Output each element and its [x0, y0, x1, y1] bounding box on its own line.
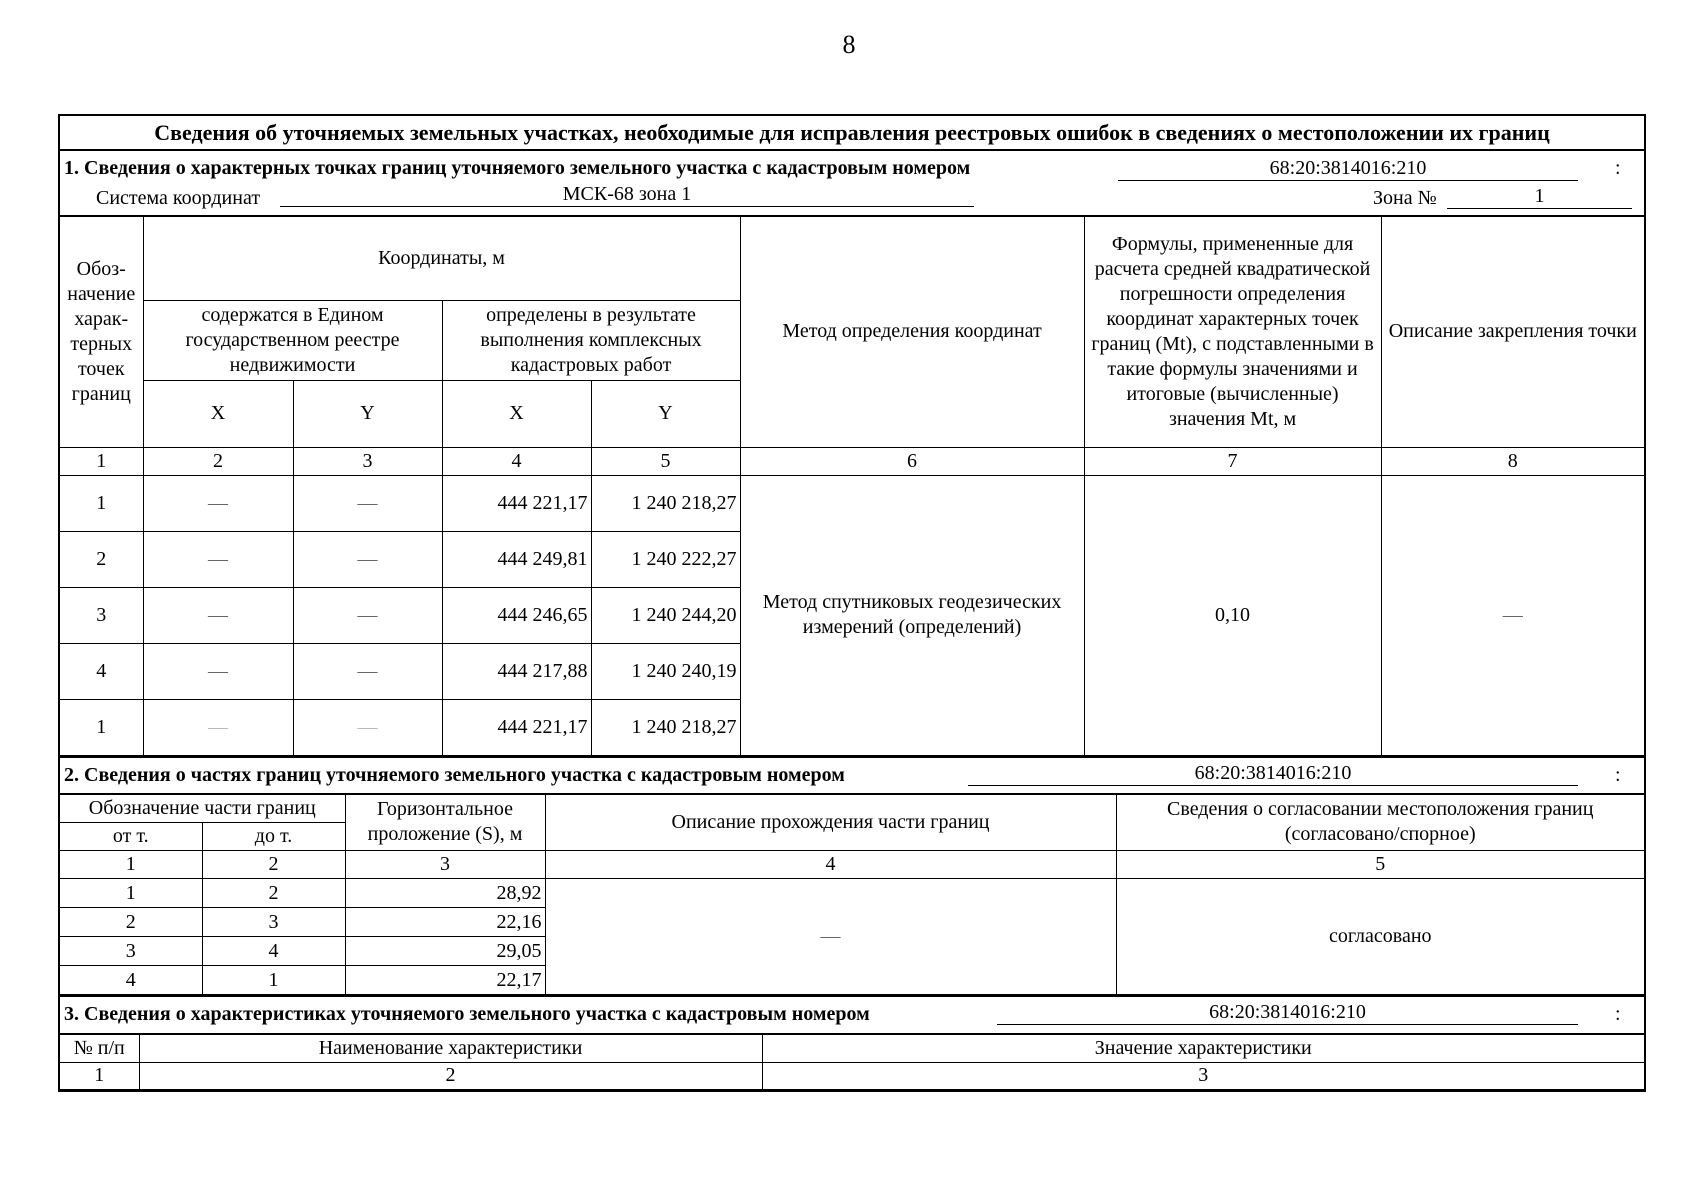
header-y-complex: Y [591, 380, 740, 447]
horizontal-distance: 29,05 [345, 937, 545, 966]
points-table [60, 215, 1644, 756]
y-egrn: — [293, 475, 442, 531]
header-agreement: Сведения о согласовании местоположения границ (согласовано/спорное) [1116, 794, 1644, 851]
x-complex: 444 217,88 [442, 643, 591, 699]
x-complex: 444 221,17 [442, 475, 591, 531]
section2-heading [60, 756, 1644, 793]
from-point: 4 [60, 966, 202, 995]
x-complex: 444 249,81 [442, 531, 591, 587]
point-id: 1 [60, 699, 143, 755]
to-point: 1 [202, 966, 345, 995]
mt-value: 0,10 [1084, 475, 1381, 755]
x-egrn: — [143, 531, 293, 587]
table-row [60, 475, 1644, 531]
page-number: 8 [842, 30, 856, 59]
col-number: 1 [60, 447, 143, 475]
section1-label: 1. Сведения о характерных точках границ уточняемого земельного участка с кадастровым номером [64, 157, 971, 179]
point-id: 2 [60, 531, 143, 587]
table-row [60, 879, 1644, 908]
to-point: 4 [202, 937, 345, 966]
y-complex: 1 240 218,27 [591, 699, 740, 755]
y-complex: 1 240 244,20 [591, 587, 740, 643]
header-description: Описание прохождения части границ [545, 794, 1116, 851]
to-point: 3 [202, 908, 345, 937]
header-method: Метод определения координат [740, 216, 1084, 447]
header-complex: определены в результате выполнения комплексных кадастровых работ [442, 300, 740, 380]
y-complex: 1 240 240,19 [591, 643, 740, 699]
x-egrn: — [143, 643, 293, 699]
section3-heading [60, 995, 1644, 1033]
y-egrn: — [293, 643, 442, 699]
header-x-egrn: X [143, 380, 293, 447]
form-title: Сведения об уточняемых земельных участках, необходимые для исправления реестровых ошибок в сведениях о местоположении их границ [60, 116, 1644, 151]
section2-label: 2. Сведения о частях границ уточняемого земельного участка с кадастровым номером [64, 763, 845, 786]
col-number: 2 [139, 1062, 762, 1089]
x-egrn: — [143, 475, 293, 531]
x-complex: 444 246,65 [442, 587, 591, 643]
col-number: 5 [591, 447, 740, 475]
y-egrn: — [293, 587, 442, 643]
col-number: 3 [345, 851, 545, 879]
x-egrn: — [143, 699, 293, 755]
col-number: 2 [143, 447, 293, 475]
col-number: 3 [762, 1062, 1644, 1089]
col-number: 7 [1084, 447, 1381, 475]
section2-cadastral-number: 68:20:3814016:210 [968, 762, 1578, 786]
fixing-value: — [1381, 475, 1644, 755]
header-egrn: содержатся в Едином государственном реестре недвижимости [143, 300, 442, 380]
coord-system-label: Система координат [96, 187, 261, 209]
header-formulas: Формулы, примененные для расчета средней квадратической погрешности определения координат характерных точек границ (Mt), с подставленными в такие формулы значениями и итоговые (вычисленные) значения Mt, м [1084, 216, 1381, 447]
header-name: Наименование характеристики [139, 1034, 762, 1062]
col-number: 2 [202, 851, 345, 879]
y-complex: 1 240 218,27 [591, 475, 740, 531]
header-fixing: Описание закрепления точки [1381, 216, 1644, 447]
coord-system-line [60, 185, 1644, 215]
characteristics-table [60, 1033, 1644, 1090]
col-number: 5 [1116, 851, 1644, 879]
col-number: 1 [60, 851, 202, 879]
header-to: до т. [202, 823, 345, 851]
header-designation: Обоз-начение харак-терных точек границ [60, 216, 143, 447]
x-egrn: — [143, 587, 293, 643]
header-x-complex: X [442, 380, 591, 447]
y-egrn: — [293, 531, 442, 587]
section1-heading [60, 151, 1644, 185]
x-complex: 444 221,17 [442, 699, 591, 755]
description-value: — [545, 879, 1116, 995]
section1-colon: : [1615, 157, 1621, 179]
point-id: 3 [60, 587, 143, 643]
horizontal-distance: 22,16 [345, 908, 545, 937]
parts-table [60, 793, 1644, 996]
header-coords: Координаты, м [143, 216, 740, 300]
col-number: 4 [442, 447, 591, 475]
header-horizontal: Горизонтальное проложение (S), м [345, 794, 545, 851]
header-part-designation: Обозначение части границ [60, 794, 345, 823]
y-complex: 1 240 222,27 [591, 531, 740, 587]
col-number: 8 [1381, 447, 1644, 475]
col-number: 1 [60, 1062, 139, 1089]
zone-value: 1 [1447, 185, 1632, 209]
header-from: от т. [60, 823, 202, 851]
to-point: 2 [202, 879, 345, 908]
section1-cadastral-number: 68:20:3814016:210 [1118, 157, 1578, 181]
zone-label: Зона № [1373, 187, 1437, 209]
from-point: 2 [60, 908, 202, 937]
from-point: 1 [60, 879, 202, 908]
point-id: 1 [60, 475, 143, 531]
col-number: 6 [740, 447, 1084, 475]
header-value: Значение характеристики [762, 1034, 1644, 1062]
section2-colon: : [1615, 763, 1621, 786]
section3-label: 3. Сведения о характеристиках уточняемого земельного участка с кадастровым номером [64, 1003, 870, 1025]
header-no: № п/п [60, 1034, 139, 1062]
header-y-egrn: Y [293, 380, 442, 447]
y-egrn: — [293, 699, 442, 755]
col-number: 4 [545, 851, 1116, 879]
horizontal-distance: 22,17 [345, 966, 545, 995]
from-point: 3 [60, 937, 202, 966]
section3-cadastral-number: 68:20:3814016:210 [997, 1001, 1578, 1025]
method-value: Метод спутниковых геодезических измерений (определений) [740, 475, 1084, 755]
agreement-value: согласовано [1116, 879, 1644, 995]
horizontal-distance: 28,92 [345, 879, 545, 908]
form-frame [58, 114, 1646, 1092]
section3-colon: : [1615, 1003, 1621, 1025]
col-number: 3 [293, 447, 442, 475]
point-id: 4 [60, 643, 143, 699]
coord-system-value: МСК-68 зона 1 [280, 183, 974, 207]
